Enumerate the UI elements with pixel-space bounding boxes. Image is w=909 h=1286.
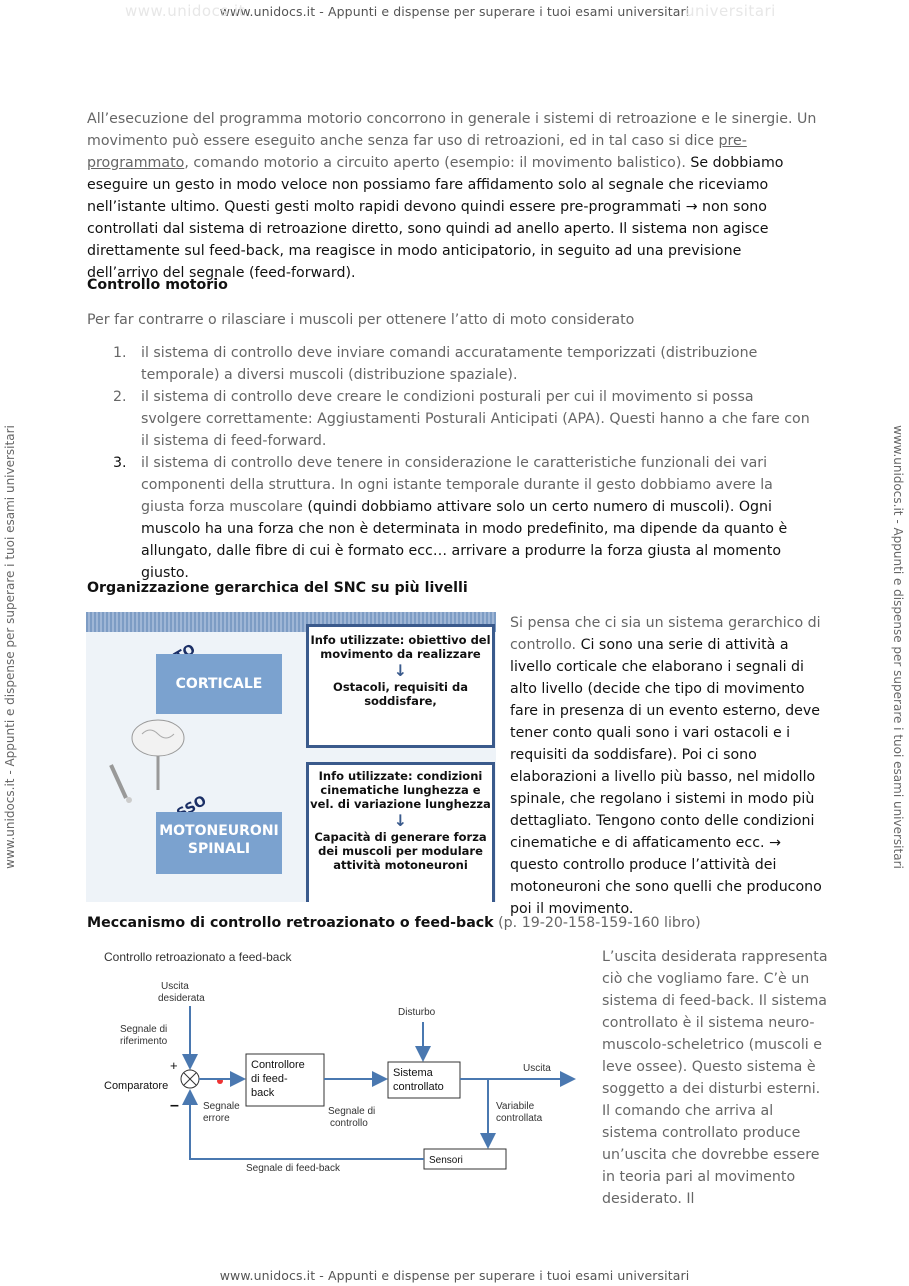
arrow-down-icon: ↓ (393, 661, 408, 680)
intro-paragraph (87, 108, 817, 284)
label-comparatore: Comparatore (104, 1080, 169, 1092)
label-variabile: Variabile controllata (496, 1101, 543, 1124)
info-top-1: Info utilizzate: obiettivo del movimento da realizzare (310, 633, 491, 661)
list-item (113, 342, 818, 386)
header-watermark: www.unidocs.it - Appunti e dispense per superare i tuoi esami universitari (219, 4, 690, 19)
gerarchia-text-dark: Ci sono una serie di attività a livello corticale che elaborano i segnali di alto livello (decide che tipo di movimento fare in presenza di un evento esterno, deve tener conto quali sono i vari ostacoli e i requisiti da soddisfare). Poi ci sono elaborazioni a livello più basso, nel midollo spinale, che regolano i sistemi in modo più dettagliato. Tengono conto delle condizioni cinematiche e di affaticamento ecc. → questo controllo produce l’attività dei motoneuroni che sono quelli che producono poi il movimento. (510, 637, 822, 917)
intro-text-c: Se dobbiamo eseguire un gesto in modo veloce non possiamo fare affidamento solo al segnale che riceviamo nell’istante ultimo. Questi gesti molto rapidi devono quindi essere pre-programmati → non sono controllati dal sistema di retroazione diretto, sono quindi ad anello aperto. Il sistema non agisce direttamente sul feed-back, ma reagisce in modo anticipatorio, in seguito ad una previsione dell’arrivo del segnale (feed-forward). (87, 155, 784, 281)
side-watermark-right: www.unidocs.it - Appunti e dispense per superare i tuoi esami universitari (891, 425, 905, 869)
heading-controllo-motorio: Controllo motorio (87, 277, 228, 293)
gerarchia-text (510, 612, 830, 920)
list-number: 3. (113, 455, 127, 471)
label-segnale-controllo: Segnale di controllo (328, 1106, 376, 1129)
controllo-lead: Per far contrarre o rilasciare i muscoli per ottenere l’atto di moto considerato (87, 312, 635, 328)
footer-watermark: www.unidocs.it - Appunti e dispense per superare i tuoi esami universitari (219, 1268, 690, 1283)
info-box-top (306, 624, 495, 748)
intro-text-b: , comando motorio a circuito aperto (esempio: il movimento balistico). (184, 155, 691, 171)
minus-sign: – (170, 1097, 179, 1114)
hierarchy-figure (86, 612, 496, 902)
side-watermark-left: www.unidocs.it - Appunti e dispense per superare i tuoi esami universitari (3, 425, 17, 869)
list-text-gray: il sistema di controllo deve tenere in considerazione le caratteristiche funzionali dei vari componenti della struttura. In ogni istante temporale durante il gesto dobbiamo avere la giusta forza muscolare (141, 455, 773, 515)
controllo-list (113, 342, 818, 584)
label-disturbo: Disturbo (398, 1007, 436, 1018)
gerarchia-text-gray: Si pensa che ci sia un sistema gerarchico di controllo. (510, 615, 821, 653)
intro-pre-programmato: pre-programmato (87, 133, 747, 171)
heading-feedback: Meccanismo di controllo retroazionato o feed-back (87, 915, 494, 931)
list-text: il sistema di controllo deve creare le condizioni posturali per cui il movimento si possa svolgere correttamente: Aggiustamenti Posturali Anticipati (APA). Questi hanno a che fare con il sistema di feed-forward. (141, 389, 810, 449)
info-top-2: Ostacoli, requisiti da soddisfare, (333, 680, 468, 708)
info-bot-2: Capacità di generare forza dei muscoli per modulare attività motoneuroni (314, 830, 487, 872)
label-segnale-riferimento: Segnale di riferimento (120, 1024, 168, 1047)
faint-watermark-left: www.unidocs.it (125, 2, 245, 20)
feedback-heading-line (87, 912, 701, 934)
list-text: il sistema di controllo deve inviare comandi accuratamente temporizzati (distribuzione temporale) a diversi muscoli (distribuzione spaziale). (141, 345, 758, 383)
intro-text-a: All’esecuzione del programma motorio concorrono in generale i sistemi di retroazione e le sinergie. Un movimento può essere eseguito anche senza far uso di retroazioni, ed in tal caso si dice (87, 111, 817, 149)
info-bot-1: Info utilizzate: condizioni cinematiche lunghezza e vel. di variazione lunghezza (310, 769, 491, 811)
list-text-dark: (quindi dobbiamo attivare solo un certo numero di muscoli). Ogni muscolo ha una forza che non è determinata in modo predefinito, ma dipende da quanto è allungato, dalle fibre di cui è formato ecc… arrivare a produrre la forza giusta al momento giusto. (141, 499, 788, 581)
label-uscita-desiderata: Uscita desiderata (158, 981, 205, 1004)
label-sistema: Sistema controllato (393, 1067, 444, 1093)
feedback-page-ref: (p. 19-20-158-159-160 libro) (493, 915, 701, 931)
list-item (113, 452, 818, 584)
faint-watermark-right: universitari (685, 2, 776, 20)
label-segnale-errore: Segnale errore (203, 1101, 240, 1124)
info-box-bottom (306, 762, 495, 902)
box-motoneuroni: MOTONEURONI SPINALI (156, 812, 282, 874)
feedback-side-text: L’uscita desiderata rappresenta ciò che vogliamo fare. C’è un sistema di feed-back. Il sistema controllato è il sistema neuro-muscolo-scheletrico (muscoli e leve ossee). Questo sistema è soggetto a dei disturbi esterni. Il comando che arriva al sistema controllato produce un’uscita che dovrebbe essere in teoria pari al movimento desiderato. Il (602, 949, 828, 1207)
label-controllore: Controllore di feed-back (251, 1059, 305, 1099)
brain-spine-illustration (96, 710, 206, 805)
diagram-title: Controllo retroazionato a feed-back (104, 950, 292, 964)
feedback-diagram (86, 944, 586, 1184)
list-item (113, 386, 818, 452)
label-sensori: Sensori (429, 1155, 463, 1166)
heading-organizzazione-gerarchica: Organizzazione gerarchica del SNC su più livelli (87, 580, 468, 596)
label-uscita: Uscita (523, 1063, 551, 1074)
box-corticale: CORTICALE (156, 654, 282, 714)
label-segnale-feedback: Segnale di feed-back (246, 1163, 340, 1174)
plus-sign: + (170, 1058, 178, 1073)
list-number: 1. (113, 345, 127, 361)
feedback-diagram-svg (86, 944, 586, 1184)
arrow-down-icon: ↓ (393, 811, 408, 830)
list-number: 2. (113, 389, 127, 405)
